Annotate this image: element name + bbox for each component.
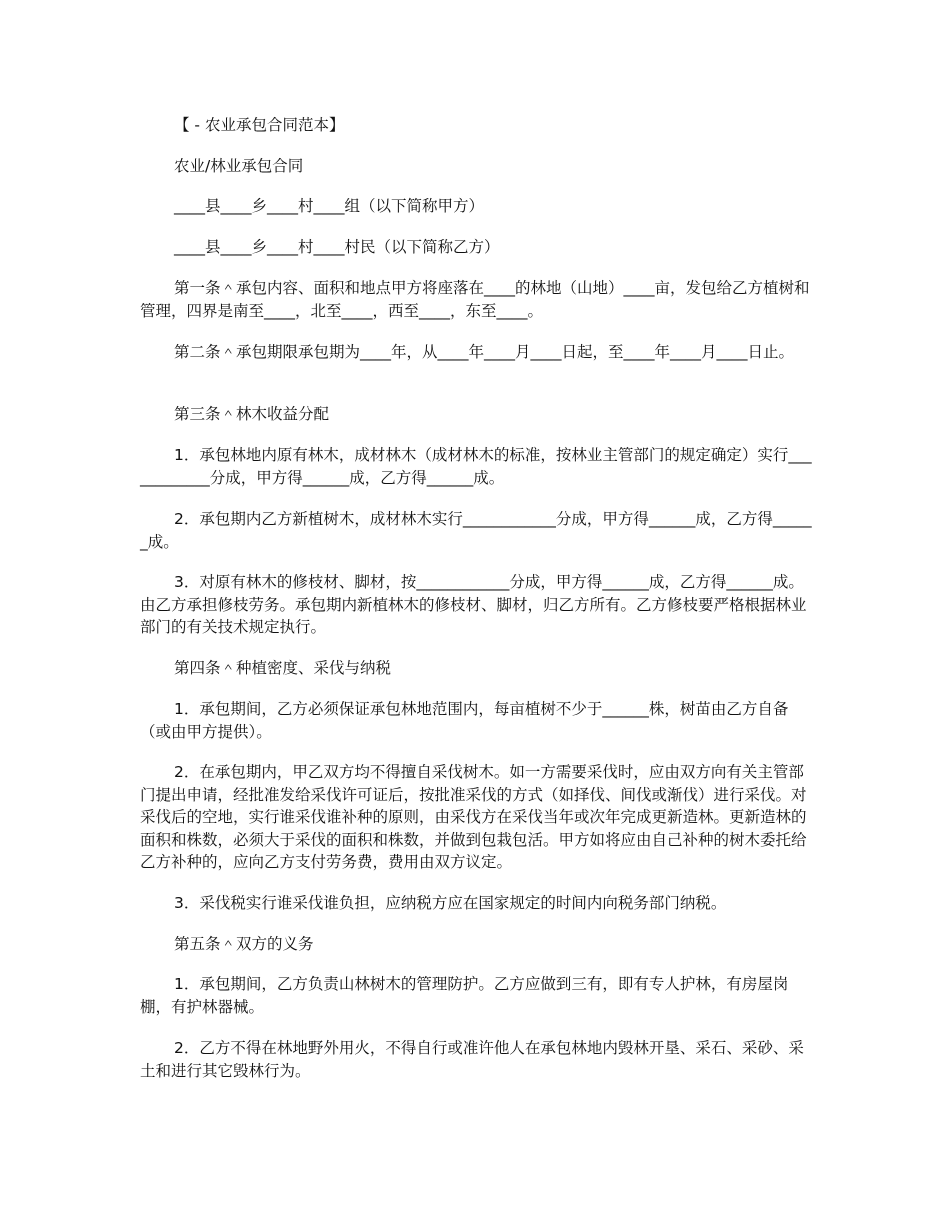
document-heading: 【 - 农业承包合同范本】 — [174, 116, 345, 134]
article-5-clause-1: 1．承包期间，乙方负责山林树木的管理防护。乙方应做到三有，即有专人护林，有房屋岗棚，有护林器械。 — [140, 975, 789, 1016]
article-3-clause-3: 3．对原有林木的修枝材、脚材，按____________分成，甲方得______成，乙方得______成。由乙方承担修枝劳务。承包期内新植林木的修枝材、脚材，归乙方所有。乙方修枝要严格根据林业部门的有关技术规定执行。 — [140, 573, 807, 636]
article-2: 第二条＾承包期限承包期为____年，从____年____月____日起，至____年____月____日止。 — [174, 343, 795, 361]
article-5-clause-2: 2．乙方不得在林地野外用火，不得自行或准许他人在承包林地内毁林开垦、采石、采砂、采土和进行其它毁林行为。 — [140, 1039, 804, 1080]
article-4-clause-2: 2．在承包期内，甲乙双方均不得擅自采伐树木。如一方需要采伐时，应由双方向有关主管部门提出申请，经批准发给采伐许可证后，按批准采伐的方式（如择伐、间伐或渐伐）进行采伐。对采伐后的空地，实行谁采伐谁补种的原则，由采伐方在采伐当年或次年完成更新造林。更新造林的面积和株数，必须大于采伐的面积和株数，并做到包栽包活。甲方如将应由自己补种的树木委托给乙方补种的，应向乙方支付劳务费，费用由双方议定。 — [140, 763, 807, 871]
contract-subtitle: 农业/林业承包合同 — [174, 157, 304, 175]
article-3-clause-1: 1．承包林地内原有林木，成材林木（成材林木的标准，按林业主管部门的规定确定）实行____________分成，甲方得______成，乙方得______成。 — [140, 446, 812, 487]
article-4-title: 第四条＾种植密度、采伐与纳税 — [174, 659, 392, 677]
article-4-clause-3: 3．采伐税实行谁采伐谁负担，应纳税方应在国家规定的时间内向税务部门纳税。 — [174, 894, 727, 912]
article-4-clause-1: 1．承包期间，乙方必须保证承包林地范围内，每亩植树不少于______株，树苗由乙方自备（或由甲方提供）。 — [140, 700, 789, 741]
article-3-title: 第三条＾林木收益分配 — [174, 405, 330, 423]
party-b-line: ____县____乡____村____村民（以下简称乙方） — [174, 238, 500, 256]
party-a-line: ____县____乡____村____组（以下简称甲方） — [174, 197, 485, 215]
article-1: 第一条＾承包内容、面积和地点甲方将座落在____的林地（山地）____亩，发包给乙方植树和管理，四界是南至____，北至____，西至____，东至____。 — [140, 279, 810, 320]
article-3-clause-2: 2．承包期内乙方新植树木，成材林木实行____________分成，甲方得______成，乙方得______成。 — [140, 510, 812, 551]
article-5-title: 第五条＾双方的义务 — [174, 935, 314, 953]
